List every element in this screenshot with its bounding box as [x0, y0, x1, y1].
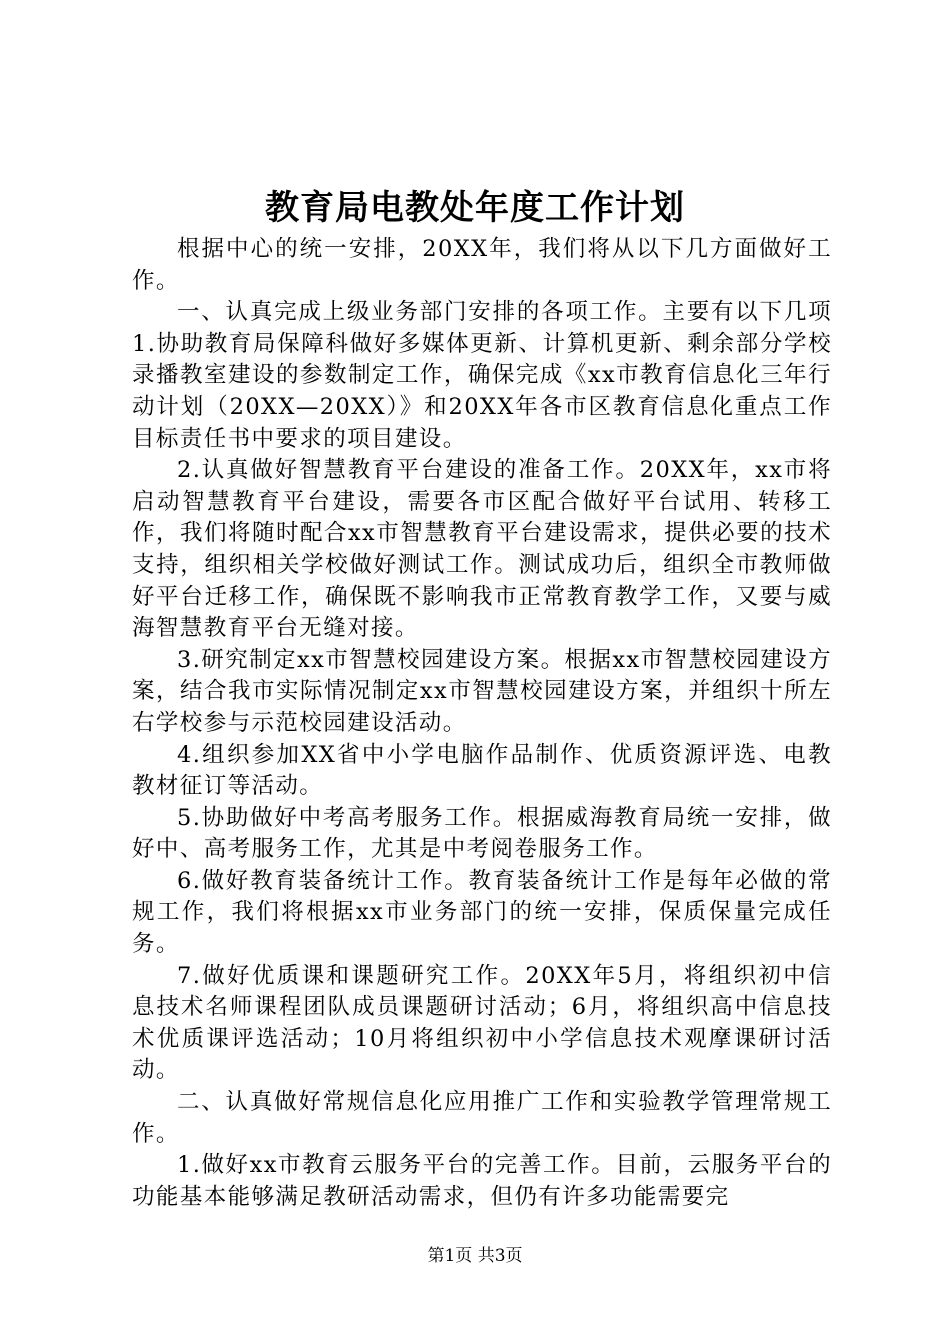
- document-body: [132, 234, 832, 1213]
- paragraph-6: 5.协助做好中考高考服务工作。根据威海教育局统一安排，做好中、高考服务工作，尤其是中考阅卷服务工作。: [132, 804, 832, 863]
- paragraph-9: 二、认真做好常规信息化应用推广工作和实验教学管理常规工作。: [132, 1089, 832, 1147]
- paragraph-3: 2.认真做好智慧教育平台建设的准备工作。20XX年，xx市将启动智慧教育平台建设，需要各市区配合做好平台试用、转移工作，我们将随时配合xx市智慧教育平台建设需求，提供必要的技术支持，组织相关学校做好测试工作。测试成功后，组织全市教师做好平台迁移工作，确保既不影响我市正常教育教学工作，又要与威海智慧教育平台无缝对接。: [132, 457, 832, 642]
- page-title: 教育局电教处年度工作计划: [265, 188, 685, 228]
- paragraph-5: 4.组织参加XX省中小学电脑作品制作、优质资源评选、电教教材征订等活动。: [132, 741, 832, 800]
- paragraph-4: 3.研究制定xx市智慧校园建设方案。根据xx市智慧校园建设方案，结合我市实际情况制定xx市智慧校园建设方案，并组织十所左右学校参与示范校园建设活动。: [132, 646, 832, 736]
- paragraph-1: 根据中心的统一安排，20XX年，我们将从以下几方面做好工作。: [132, 236, 832, 294]
- paragraph-7: 6.做好教育装备统计工作。教育装备统计工作是每年必做的常规工作，我们将根据xx市业务部门的统一安排，保质保量完成任务。: [132, 867, 832, 958]
- paragraph-10: 1.做好xx市教育云服务平台的完善工作。目前，云服务平台的功能基本能够满足教研活动需求，但仍有许多功能需要完: [132, 1152, 832, 1210]
- page-footer: 第1页 共3页: [427, 1246, 523, 1266]
- paragraph-8: 7.做好优质课和课题研究工作。20XX年5月，将组织初中信息技术名师课程团队成员课题研讨活动；6月，将组织高中信息技术优质课评选活动；10月将组织初中小学信息技术观摩课研讨活动。: [132, 962, 832, 1084]
- paragraph-2: 一、认真完成上级业务部门安排的各项工作。主要有以下几项1.协助教育局保障科做好多媒体更新、计算机更新、剩余部分学校录播教室建设的参数制定工作，确保完成《xx市教育信息化三年行动计划（20XX—20XX）》和20XX年各市区教育信息化重点工作目标责任书中要求的项目建设。: [132, 299, 832, 452]
